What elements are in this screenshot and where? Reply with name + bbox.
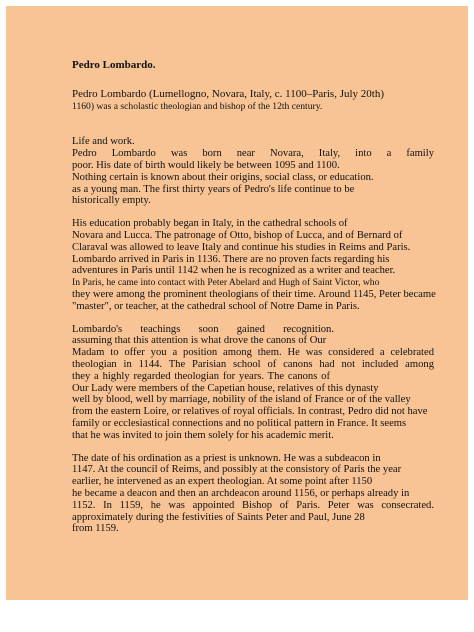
paragraph-line: His education probably began in Italy, in the cathedral schools of <box>72 218 348 230</box>
paragraph-line: Nothing certain is known about their origins, social class, or education. <box>72 171 374 183</box>
paragraph-line: "master", or teacher, at the cathedral school of Notre Dame in Paris. <box>72 300 360 312</box>
paragraph-line: from 1159. <box>72 523 119 535</box>
paragraph-line: 1147. At the council of Reims, and possibly at the consistory of Paris the year <box>72 464 402 476</box>
paragraph-line: poor. His date of birth would likely be between 1095 and 1100. <box>72 159 340 171</box>
intro-paragraph <box>72 89 434 113</box>
life-and-work-paragraph <box>72 136 434 207</box>
paragraph-line: Our Lady were members of the Capetian house, relatives of this dynasty <box>72 382 379 394</box>
paragraph-line: 1152. In 1159, he was appointed Bishop of Paris. Peter was consecrated. <box>72 499 434 511</box>
paragraph-line: Claraval was allowed to leave Italy and continue his studies in Reims and Paris. <box>72 241 411 253</box>
paragraph-line: he became a deacon and then an archdeacon around 1156, or perhaps already in <box>72 487 410 499</box>
ordination-paragraph <box>72 453 434 536</box>
intro-line: Pedro Lombardo (Lumellogno, Novara, Italy, c. 1100–Paris, July 20th) <box>72 87 385 100</box>
paragraph-line: earlier, he intervened as an expert theologian. At some point after 1150 <box>72 476 373 488</box>
paragraph-line: that he was invited to join them solely for his academic merit. <box>72 429 334 441</box>
paragraph-line: Novara and Lucca. The patronage of Otto, bishop of Lucca, and of Bernard of <box>72 229 403 241</box>
paragraph-line: Pedro Lombardo was born near Novara, Italy, into a family <box>72 148 434 160</box>
paragraph-line: theologian in 1144. The Parisian school of canons had not included among <box>72 358 434 370</box>
paragraph-line: they were among the prominent theologians of their time. Around 1145, Peter became <box>72 288 436 300</box>
paragraph-line: assuming that this attention is what drove the canons of Our <box>72 335 327 347</box>
education-paragraph <box>72 218 434 312</box>
paragraph-line: Madam to offer you a position among them. He was considered a celebrated <box>72 347 434 359</box>
paragraph-line: family or ecclesiastical connections and no political pattern in France. It seems <box>72 417 407 429</box>
intro-line: 1160) was a scholastic theologian and bishop of the 12th century. <box>72 100 323 112</box>
paragraph-line: In Paris, he came into contact with Peter Abelard and Hugh of Saint Victor, who <box>72 277 380 289</box>
paragraph-line: Lombardo arrived in Paris in 1136. There are no proven facts regarding his <box>72 253 390 265</box>
section-heading: Life and work. <box>72 136 135 148</box>
paragraph-line: approximately during the festivities of Saints Peter and Paul, June 28 <box>72 511 365 523</box>
document-title: Pedro Lombardo. <box>72 59 156 71</box>
document-page <box>6 6 468 600</box>
paragraph-line: as a young man. The first thirty years of Pedro's life continue to be <box>72 183 355 195</box>
paragraph-line: historically empty. <box>72 195 151 207</box>
paragraph-line: they a highly regarded theologian for years. The canons of <box>72 370 330 382</box>
paragraph-line: adventures in Paris until 1142 when he is recognized as a writer and teacher. <box>72 265 396 277</box>
recognition-paragraph <box>72 324 434 442</box>
paragraph-line: Lombardo's teachings soon gained recognition. <box>72 323 334 335</box>
paragraph-line: well by blood, well by marriage, nobility of the island of France or of the valley <box>72 394 411 406</box>
document-body <box>72 60 434 535</box>
paragraph-line: from the eastern Loire, or relatives of royal officials. In contrast, Pedro did not have <box>72 406 428 418</box>
paragraph-line: The date of his ordination as a priest is unknown. He was a subdeacon in <box>72 452 381 464</box>
